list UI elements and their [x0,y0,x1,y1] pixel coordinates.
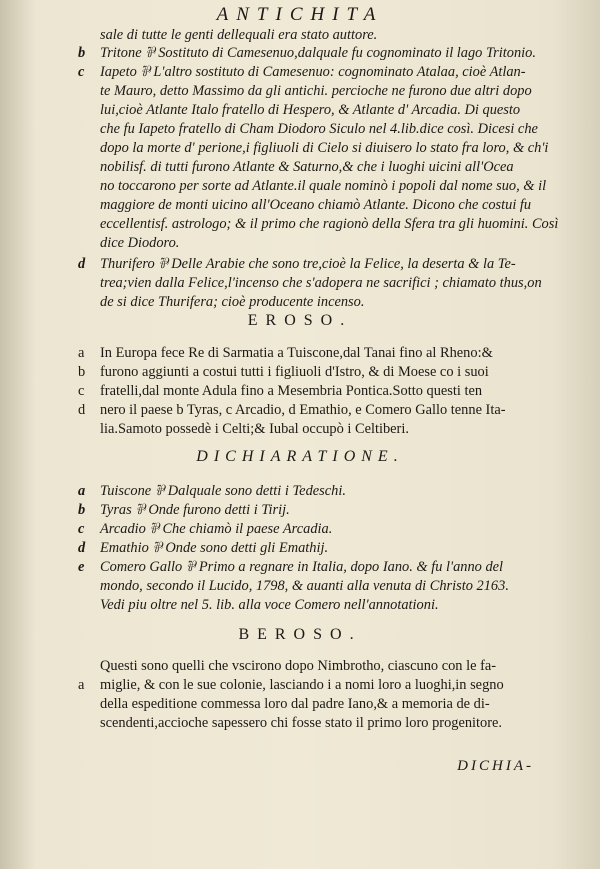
section-heading-eroso: EROSO. [247,312,353,329]
margin-letter: e [78,559,85,575]
text-line: trea;vien dalla Felice,l'incenso che s'adopera ne sacrifici ; chiamato thus,on [100,275,542,291]
text-line: In Europa fece Re di Sarmatia a Tuiscone,dal Tanai fino al Rheno:& [100,345,493,361]
text-line: Arcadio ⅌ Che chiamò il paese Arcadia. [100,521,333,537]
margin-letter: c [78,383,85,399]
section-heading-dichiaratione: DICHIARATIONE. [196,448,404,465]
text-line: de si dice Thurifera; cioè producente incenso. [100,294,365,310]
text-line: eccellentisf. astrologo; & il primo che ragionò della Sfera tra gli huomini. Così [100,216,559,232]
margin-letter: a [78,345,85,361]
text-line: Iapeto ⅌ L'altro sostituto di Camesenuo: cognominato Atalaa, cioè Atlan- [100,64,526,80]
text-line: Comero Gallo ⅌ Primo a regnare in Italia, dopo Iano. & fu l'anno del [100,559,504,575]
text-line: fratelli,dal monte Adula fino a Mesembria Pontica.Sotto questi ten [100,383,483,399]
text-line: miglie, & con le sue colonie, lasciando i a nomi loro a luoghi,in segno [100,677,504,693]
text-line: mondo, secondo il Lucido, 1798, & auanti alla venuta di Christo 2163. [100,578,509,594]
text-line: Tritone ⅌ Sostituto di Camesenuo,dalquale fu cognominato il lago Tritonio. [100,45,536,61]
running-head: ANTICHITA [216,4,384,25]
margin-letter: b [78,364,86,380]
text-line: lia.Samoto possedè i Celti;& Iubal occupò i Celtiberi. [100,421,409,437]
text-line: dopo la morte d' perione,i figliuoli di Cielo si diuisero lo stato fra loro, & ch'i [100,140,549,156]
text-line: lui,cioè Atlante Italo fratello di Hespero, & Atlante d' Arcadia. Di questo [100,102,521,118]
text-line: che fu Iapeto fratello di Cham Diodoro Siculo nel 4.lib.dice così. Dicesi che [100,121,538,137]
text-line: scendenti,accioche sapessero chi fosse stato il primo loro progenitore. [100,715,503,731]
text-line: nero il paese b Tyras, c Arcadio, d Emathio, e Comero Gallo tenne Ita- [100,402,506,418]
section-heading-beroso: BEROSO. [238,626,362,643]
catchword: DICHIA- [457,758,534,774]
margin-letter: d [78,402,86,418]
text-line: Emathio ⅌ Onde sono detti gli Emathij. [100,540,329,556]
margin-letter: a [78,677,85,693]
text-line: sale di tutte le genti dellequali era stato auttore. [100,27,378,43]
margin-note-d: d [78,256,86,272]
text-line: te Mauro, detto Massimo da gli antichi. percioche ne furono due altri dopo [100,83,532,99]
text-line: maggiore de monti uicino all'Oceano chiamò Atlante. Dicono che costui fu [100,197,532,213]
margin-letter: c [78,521,85,537]
text-line: Thurifero ⅌ Delle Arabie che sono tre,cioè la Felice, la deserta & la Te- [100,256,516,272]
margin-note-b: b [78,45,86,61]
text-line: Vedi piu oltre nel 5. lib. alla voce Comero nell'annotationi. [100,597,439,613]
text-line: no toccarono per sorte ad Atlante.il quale nominò i popoli dal nome suo, & il [100,178,547,194]
text-line: nobilisf. di tutti furono Atlante & Saturno,& che i luoghi uicini all'Ocea [100,159,514,175]
text-line: Questi sono quelli che vscirono dopo Nimbrotho, ciascuno con le fa- [100,658,497,674]
text-line: furono aggiunti a costui tutti i figliuoli d'Istro, & di Moese co i suoi [100,364,489,380]
text-line: Tyras ⅌ Onde furono detti i Tirij. [100,502,290,518]
margin-letter: b [78,502,86,518]
text-line: Tuiscone ⅌ Dalquale sono detti i Tedeschi. [100,483,346,499]
text-line: della espeditione commessa loro dal padre Iano,& a memoria de di- [100,696,490,712]
margin-letter: a [78,483,86,499]
margin-letter: d [78,540,86,556]
text-line: dice Diodoro. [100,235,180,251]
margin-note-c: c [78,64,85,80]
